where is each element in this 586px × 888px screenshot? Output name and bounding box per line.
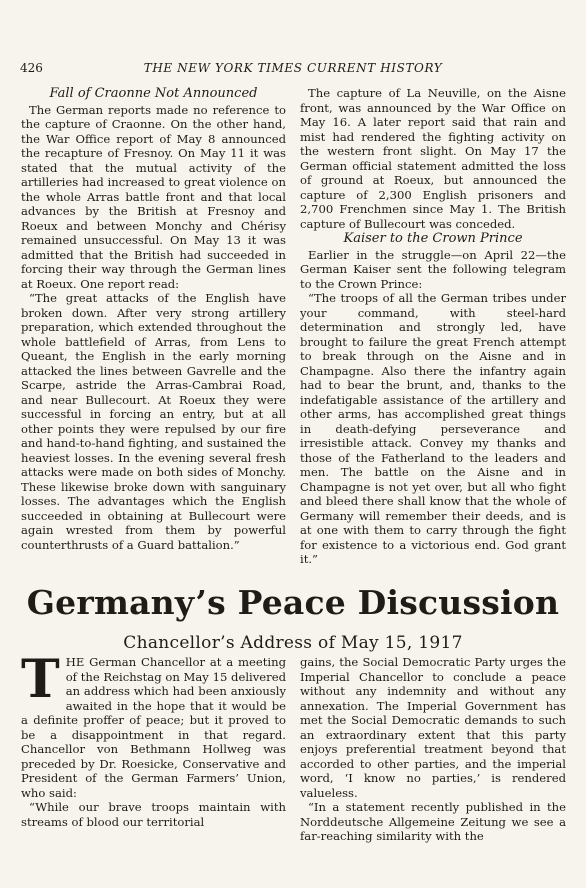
- paragraph: [21, 649, 286, 800]
- paragraph-text: HE German Chancellor at a meeting of the Reichstag on May 15 delivered an address which had been anxiously awaited in the hope that it would be a definite proffer of peace; but it proved to be a disappointment in that regard. Chancellor von Bethmann Hollweg was preceded by Dr. Roesicke, Conservative and President of the German Farmers’ Union, who said:: [21, 655, 286, 800]
- article-title: Germany’s Peace Discussion: [26, 583, 560, 622]
- section-heading-kaiser: Kaiser to the Crown Prince: [343, 231, 523, 246]
- page-number: 426: [20, 61, 43, 75]
- paragraph: The German reports made no reference to the capture of Craonne. On the other hand, the War Office report of May 8 announced the recapture of Fresnoy. On May 11 it was stated that the mutual activity of the artilleries had increased to great violence on the whole Arras battle front and that local advances by the British at Fresnoy and Roeux and between Monchy and Chérisy remained unsuccessful. On May 13 it was admitted that the British had succeeded in forcing their way through the German lines at Roeux. One report read:: [21, 102, 286, 291]
- column-right-top: [300, 86, 566, 567]
- page-header: [20, 61, 566, 79]
- paragraph: gains, the Social Democratic Party urges the Imperial Chancellor to conclude a peace without any indemnity and without any annexation. The Imperial Government has met the Social Democratic demands to such an extraordinary extent that this party enjoys preferential treatment beyond that accorded to other parties, and the imperial word, ‘I know no parties,’ is rendered valueless.: [300, 655, 566, 800]
- section-heading-craonne: Fall of Craonne Not Announced: [49, 86, 258, 101]
- quote-paragraph: “The troops of all the German tribes under your command, with steel-hard determination and strongly led, have brought to failure the great French attempt to break through on the Aisne and in Champagne. Also there the infantry again had to bear the brunt, and, thanks to the indefatigable assistance of the artillery and other arms, has accomplished great things in death-defying perseverance and irresistible attack. Convey my thanks and those of the Fatherland to the leaders and men. The battle on the Aisne and in Champagne is not yet over, but all who fight and bleed there shall know that the whole of Germany will remember their deeds, and is at one with them to carry through the fight for existence to a victorious end. God grant it.”: [300, 291, 566, 566]
- drop-cap: T: [21, 649, 60, 710]
- quote-paragraph: “In a statement recently published in the Norddeutsche Allgemeine Zeitung we see a far-reaching similarity with the: [300, 800, 566, 843]
- column-right-bottom: [300, 655, 566, 844]
- quote-paragraph: “While our brave troops maintain with streams of blood our territorial: [21, 800, 286, 829]
- column-left-bottom: [21, 649, 286, 829]
- paragraph: Earlier in the struggle—on April 22—the German Kaiser sent the following telegram to the Crown Prince:: [300, 247, 566, 291]
- article-subtitle: Chancellor’s Address of May 15, 1917: [123, 633, 463, 653]
- column-left-top: [21, 86, 286, 552]
- running-title: THE NEW YORK TIMES CURRENT HISTORY: [143, 61, 443, 75]
- quote-paragraph: “The great attacks of the English have broken down. After very strong artillery preparation, which extended throughout the whole battlefield of Arras, from Lens to Queant, the English in the early morning attacked the lines between Gavrelle and the Scarpe, astride the Arras-Cambrai Road, and near Bullecourt. At Roeux they were successful in forcing an entry, but at all other points they were repulsed by our fire and hand-to-hand fighting, and sustained the heaviest losses. In the evening several fresh attacks were made on both sides of Monchy. These likewise broke down with sanguinary losses. The advantages which the English succeeded in obtaining at Bullecourt were again wrested from them by powerful counterthrusts of a Guard battalion.”: [21, 291, 286, 552]
- paragraph: The capture of La Neuville, on the Aisne front, was announced by the War Office on May 16. A later report said that rain and mist had rendered the fighting activity on the western front slight. On May 17 the German official statement admitted the loss of ground at Roeux, but announced the capture of 2,300 English prisoners and 2,700 Frenchmen since May 1. The British capture of Bullecourt was conceded.: [300, 86, 566, 231]
